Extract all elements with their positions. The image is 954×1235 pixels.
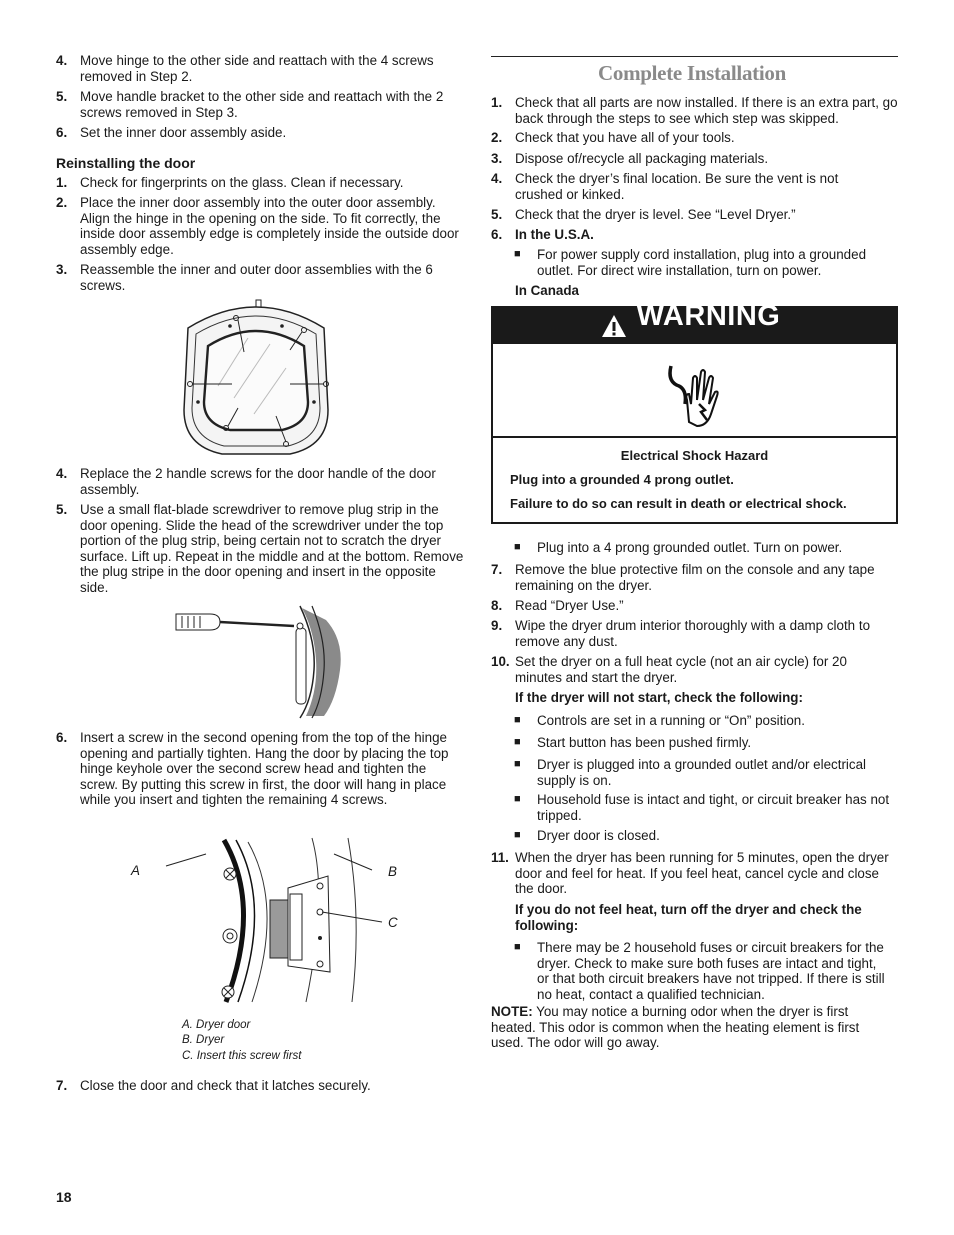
step-number: 6.	[491, 227, 503, 242]
latch-step-7	[56, 1078, 464, 1094]
figure-label-c: C	[388, 915, 398, 930]
step-number: 4.	[56, 466, 68, 481]
reinstall-step-3	[56, 262, 448, 293]
step-text: Check that the dryer is level. See “Level Dryer.”	[515, 207, 796, 222]
install-step-9	[491, 618, 901, 649]
step-number: 5.	[56, 89, 68, 104]
screwdriver-illustration	[176, 600, 356, 720]
canada-label: In Canada	[515, 283, 579, 298]
step-text: Check the dryer’s final location. Be sure the vent is not crushed or kinked.	[515, 171, 839, 202]
no-heat-label: If you do not feel heat, turn off the dryer and check the following:	[515, 902, 862, 933]
step-4-move-hinge	[56, 53, 464, 84]
step-text: Remove the blue protective film on the console and any tape remaining on the dryer.	[515, 562, 875, 593]
install-step-3	[491, 151, 901, 167]
install-step-6	[491, 227, 901, 243]
bullet-text: Household fuse is intact and tight, or circuit breaker has not tripped.	[537, 792, 890, 823]
section-rule	[491, 56, 898, 57]
step-number: 4.	[491, 171, 503, 186]
bullet-text: Plug into a 4 prong grounded outlet. Turn on power.	[537, 540, 843, 555]
bullet-text: Controls are set in a running or “On” position.	[537, 713, 805, 728]
bullet-text: Start button has been pushed firmly.	[537, 735, 752, 750]
note-label: NOTE:	[491, 1004, 533, 1019]
step-number: 5.	[56, 502, 68, 517]
warning-icon-area	[493, 344, 896, 438]
step-text: Dispose of/recycle all packaging materials.	[515, 151, 769, 166]
bullet-marker: ■	[514, 714, 521, 726]
not-start-bullet	[491, 792, 901, 823]
step-text: Check for fingerprints on the glass. Clean if necessary.	[80, 175, 404, 190]
page-number: 18	[56, 1189, 72, 1205]
step-text: Check that you have all of your tools.	[515, 130, 735, 145]
warning-header	[493, 300, 896, 344]
install-step-7	[491, 562, 901, 593]
not-start-bullet	[491, 757, 901, 788]
step-text: Move handle bracket to the other side and reattach with the 2 screws removed in Step 3.	[80, 89, 444, 120]
bullet-text: Dryer is plugged into a grounded outlet and/or electrical supply is on.	[537, 757, 867, 788]
step-number: 3.	[56, 262, 68, 277]
bullet-text: There may be 2 household fuses or circuit breakers for the dryer. Check to make sure both fuses are intact and tight, or that both circuit breakers have not tripped. If there is still no heat, contact a qualified technician.	[537, 940, 885, 1002]
figure-label-a: A	[131, 863, 140, 878]
bullet-marker: ■	[514, 793, 521, 805]
canada-bullet	[491, 540, 901, 556]
warning-line-1: Plug into a grounded 4 prong outlet.	[510, 472, 734, 487]
step-text: Read “Dryer Use.”	[515, 598, 624, 613]
bullet-marker: ■	[514, 941, 521, 953]
step-text: Place the inner door assembly into the outer door assembly. Align the hinge in the opening on the side. To fit correctly, the inside door assembly edge is completely inside the outside door assembly edge.	[80, 195, 459, 257]
reinstall-heading: Reinstalling the door	[56, 155, 196, 171]
bullet-marker: ■	[514, 248, 521, 260]
bullet-marker: ■	[514, 736, 521, 748]
install-step-1	[491, 95, 901, 126]
not-start-label: If the dryer will not start, check the following:	[515, 690, 803, 705]
step-text: Set the inner door assembly aside.	[80, 125, 287, 140]
install-step-2	[491, 130, 901, 146]
hinge-illustration	[176, 836, 376, 1006]
install-step-5	[491, 207, 901, 223]
step-number: 4.	[56, 53, 68, 68]
warning-box	[491, 300, 898, 524]
caption-insert-screw: C. Insert this screw first	[182, 1050, 302, 1062]
usa-label: In the U.S.A.	[515, 227, 594, 242]
note-paragraph	[491, 1004, 891, 1051]
step-number: 7.	[56, 1078, 68, 1093]
not-start-bullet	[491, 735, 901, 751]
step-number: 1.	[56, 175, 68, 190]
step-text: Set the dryer on a full heat cycle (not an air cycle) for 20 minutes and start the dryer.	[515, 654, 847, 685]
bullet-text: For power supply cord installation, plug into a grounded outlet. For direct wire installation, turn on power.	[537, 247, 867, 278]
step-text: When the dryer has been running for 5 minutes, open the dryer door and feel for heat. If you feel heat, cancel cycle and close the door.	[515, 850, 889, 897]
reinstall-step-1	[56, 175, 464, 191]
handle-step-4	[56, 466, 464, 497]
bullet-marker: ■	[514, 541, 521, 553]
step-text: Replace the 2 handle screws for the door handle of the door assembly.	[80, 466, 436, 497]
step-number: 10.	[491, 654, 510, 669]
bullet-marker: ■	[514, 758, 521, 770]
caption-dryer-door: A. Dryer door	[182, 1019, 251, 1031]
step-number: 6.	[56, 125, 68, 140]
step-text: Close the door and check that it latches securely.	[80, 1078, 371, 1093]
section-title: Complete Installation	[598, 61, 786, 85]
step-number: 7.	[491, 562, 503, 577]
not-start-bullet	[491, 828, 901, 844]
step-text: Move hinge to the other side and reattach with the 4 screws removed in Step 2.	[80, 53, 434, 84]
step-number: 9.	[491, 618, 503, 633]
step-number: 5.	[491, 207, 503, 222]
install-step-8	[491, 598, 901, 614]
step-number: 1.	[491, 95, 503, 110]
reinstall-step-2	[56, 195, 464, 257]
plug-strip-step-5	[56, 502, 464, 596]
no-heat-bullet	[491, 940, 891, 1002]
not-start-bullet	[491, 713, 901, 729]
warning-line-2: Failure to do so can result in death or electrical shock.	[510, 496, 847, 511]
step-number: 2.	[491, 130, 503, 145]
step-text: Wipe the dryer drum interior thoroughly with a damp cloth to remove any dust.	[515, 618, 871, 649]
step-number: 6.	[56, 730, 68, 745]
step-number: 8.	[491, 598, 503, 613]
step-number: 3.	[491, 151, 503, 166]
install-step-4	[491, 171, 875, 202]
caption-dryer: B. Dryer	[182, 1034, 225, 1046]
step-text: Check that all parts are now installed. If there is an extra part, go back through the steps to see which step was skipped.	[515, 95, 898, 126]
step-6-set-aside	[56, 125, 464, 141]
install-step-11	[491, 850, 901, 897]
step-5-move-handle	[56, 89, 464, 120]
step-text: Use a small flat-blade screwdriver to remove plug strip in the door opening. Slide the head of the screwdriver under the top portion of the plug strip, being certain not to scratch the dryer surface. Lift up. Repeat in the middle and at the bottom. Remove the plug stripe in the door opening and insert in the opposite side.	[80, 502, 464, 595]
bullet-marker: ■	[514, 829, 521, 841]
install-step-10	[491, 654, 875, 685]
door-assembly-illustration	[178, 298, 334, 458]
warning-hazard: Electrical Shock Hazard	[620, 448, 769, 463]
step-number: 2.	[56, 195, 68, 210]
step-number: 11.	[491, 850, 509, 865]
electric-shock-hand-icon	[665, 364, 721, 428]
step-text: Reassemble the inner and outer door assemblies with the 6 screws.	[80, 262, 433, 293]
note-text: You may notice a burning odor when the dryer is first heated. This odor is common when the heating element is first used. The odor will go away.	[491, 1004, 860, 1051]
step-text: Insert a screw in the second opening from the top of the hinge opening and partially tighten. Hang the door by placing the top hinge keyhole over the second screw head and tighten the screw. By putting this screw in first, the door will hang in place while you insert and tighten the remaining 4 screws.	[80, 730, 449, 808]
warning-title: WARNING	[636, 300, 781, 332]
hang-door-step-6	[56, 730, 464, 808]
usa-bullet	[491, 247, 901, 278]
figure-label-b: B	[388, 864, 397, 879]
bullet-text: Dryer door is closed.	[537, 828, 660, 843]
